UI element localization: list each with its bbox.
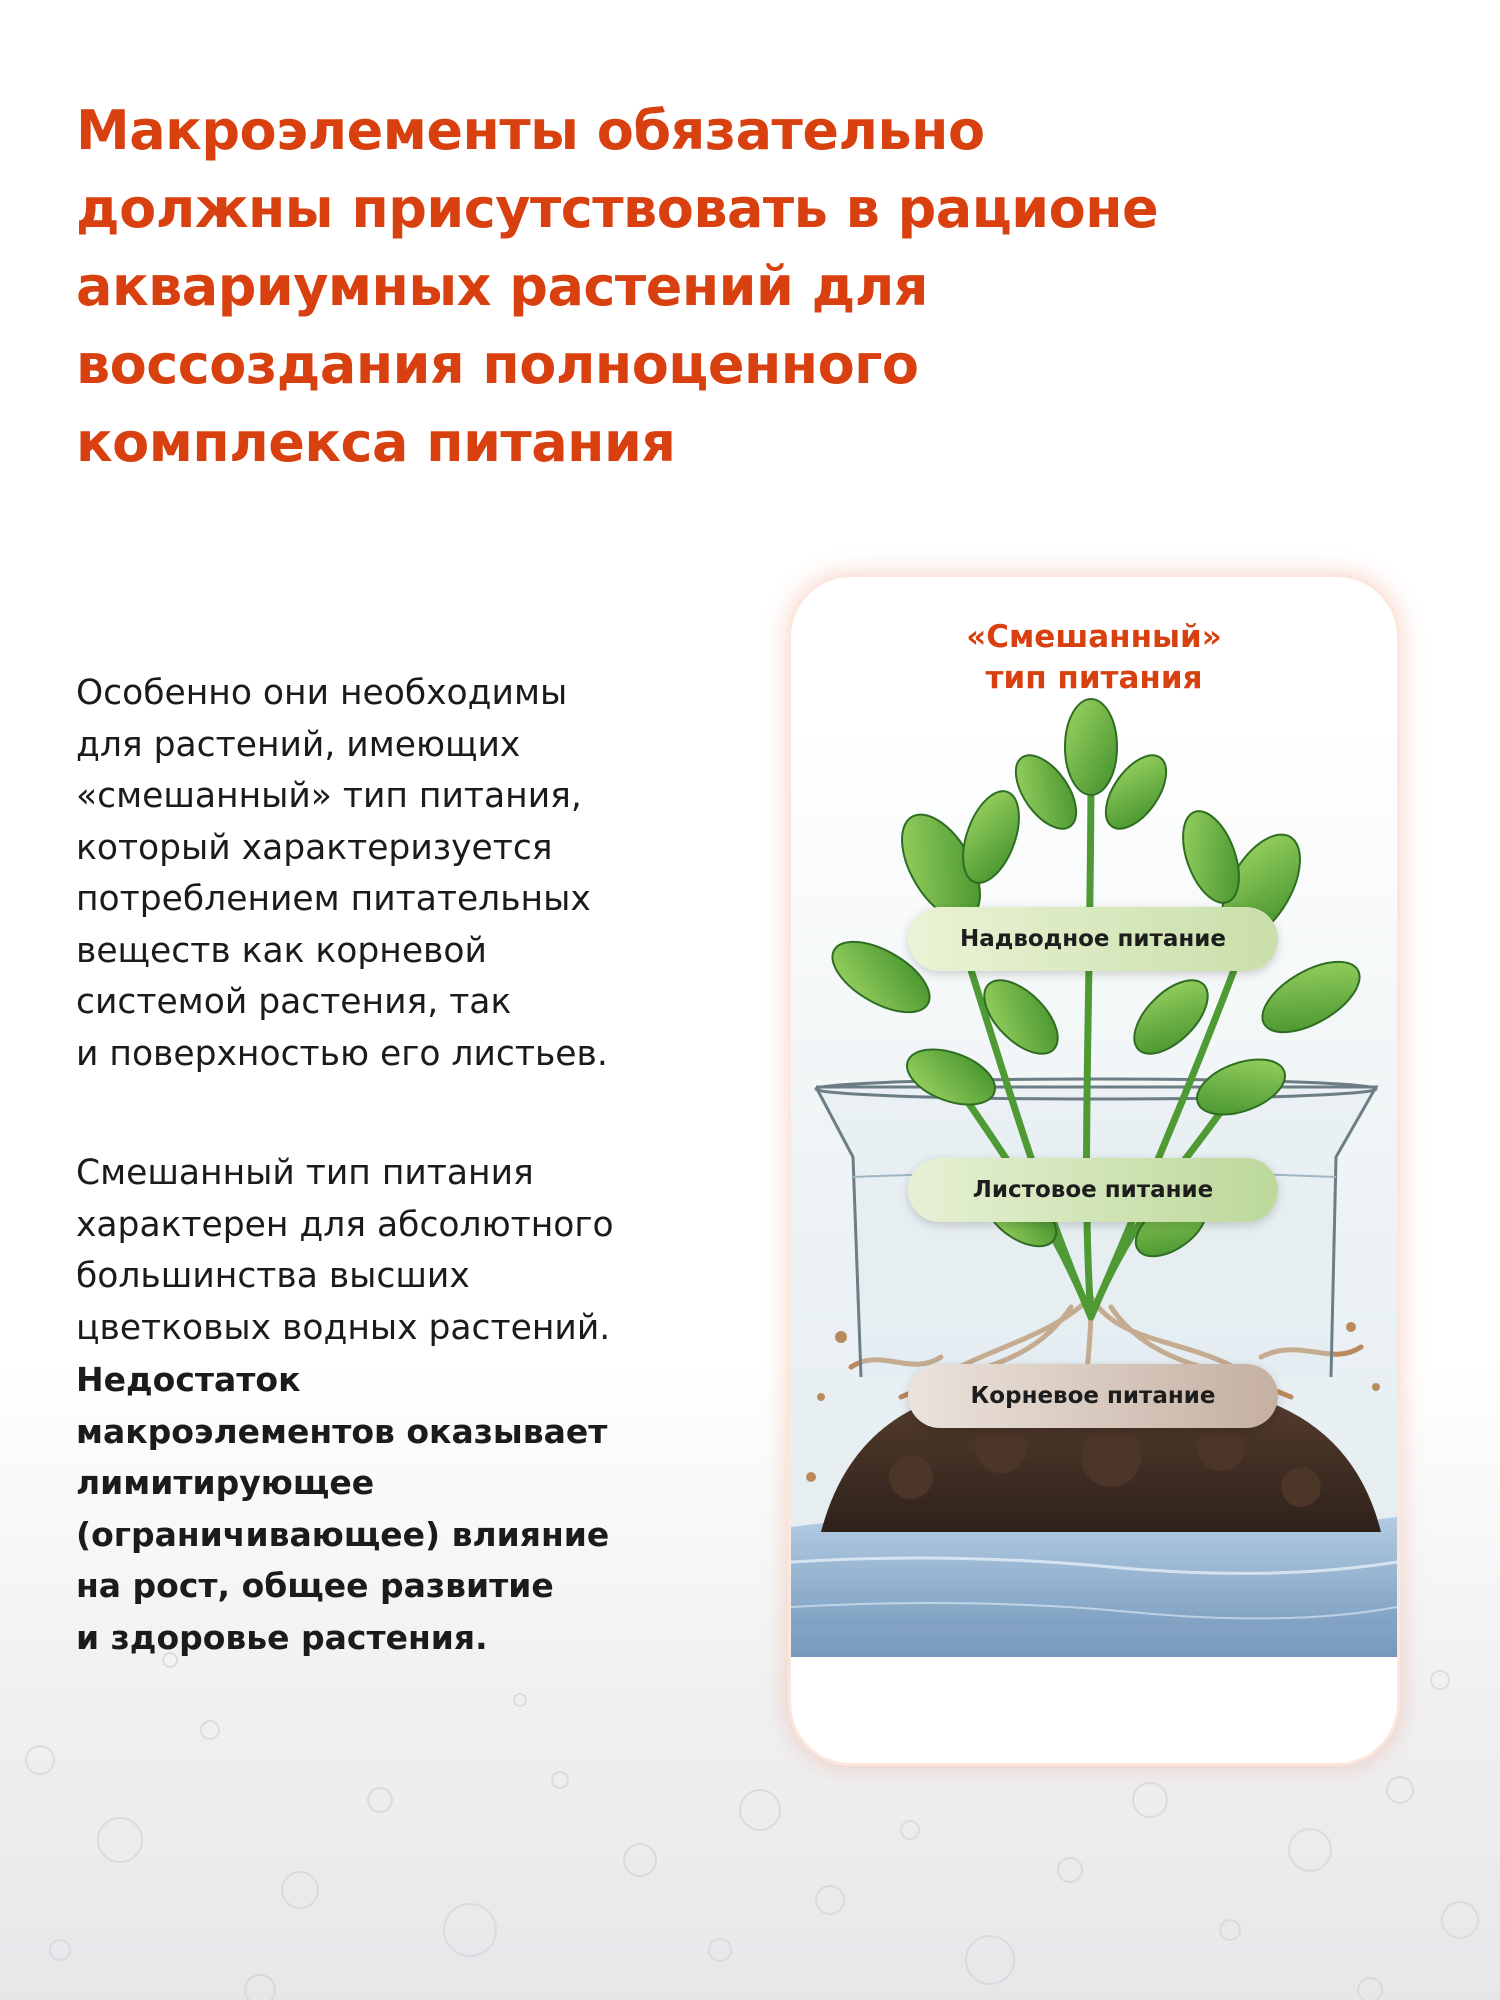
intro-paragraph: [76, 668, 716, 1080]
headline-line: аквариумных растений для: [76, 255, 928, 318]
emphasis-line: Недостаток: [76, 1360, 301, 1399]
paragraph-line: Особенно они необходимы: [76, 673, 568, 713]
label-root-nutrition: Корневое питание: [908, 1364, 1278, 1428]
page-headline: [76, 92, 1396, 482]
paragraph-line: большинства высших: [76, 1256, 470, 1296]
emphasis-line: (ограничивающее) влияние: [76, 1514, 610, 1554]
emphasis-line: лимитирующее: [76, 1463, 375, 1502]
headline-line: Макроэлементы обязательно: [76, 99, 985, 162]
paragraph-line: веществ как корневой: [76, 930, 487, 971]
paragraph-line: потреблением питательных: [76, 879, 591, 919]
label-leaf-nutrition: Листовое питание: [908, 1158, 1278, 1222]
card-title-line: «Смешанный»: [966, 619, 1222, 655]
mixed-nutrition-paragraph: [76, 1148, 716, 1663]
mixed-nutrition-card: [791, 577, 1397, 1763]
headline-line: должны присутствовать в рационе: [76, 177, 1159, 240]
paragraph-line: который характеризуется: [76, 827, 553, 868]
paragraph-line: характерен для абсолютного: [76, 1204, 614, 1245]
card-title: [791, 617, 1397, 699]
emphasis-line: и здоровье растения.: [76, 1617, 488, 1657]
paragraph-line: Смешанный тип питания: [76, 1153, 534, 1193]
label-above-water-nutrition: Надводное питание: [908, 907, 1278, 971]
card-title-line: тип питания: [985, 660, 1203, 696]
paragraph-line: цветковых водных растений.: [76, 1307, 611, 1348]
paragraph-line: системой растения, так: [76, 982, 512, 1022]
emphasis-line: на рост, общее развитие: [76, 1566, 554, 1605]
headline-line: воссоздания полноценного: [76, 333, 919, 396]
paragraph-line: для растений, имеющих: [76, 724, 521, 765]
emphasis-line: макроэлементов оказывает: [76, 1411, 608, 1451]
paragraph-line: «смешанный» тип питания,: [76, 776, 582, 816]
paragraph-line: и поверхностью его листьев.: [76, 1033, 608, 1074]
headline-line: комплекса питания: [76, 411, 676, 474]
